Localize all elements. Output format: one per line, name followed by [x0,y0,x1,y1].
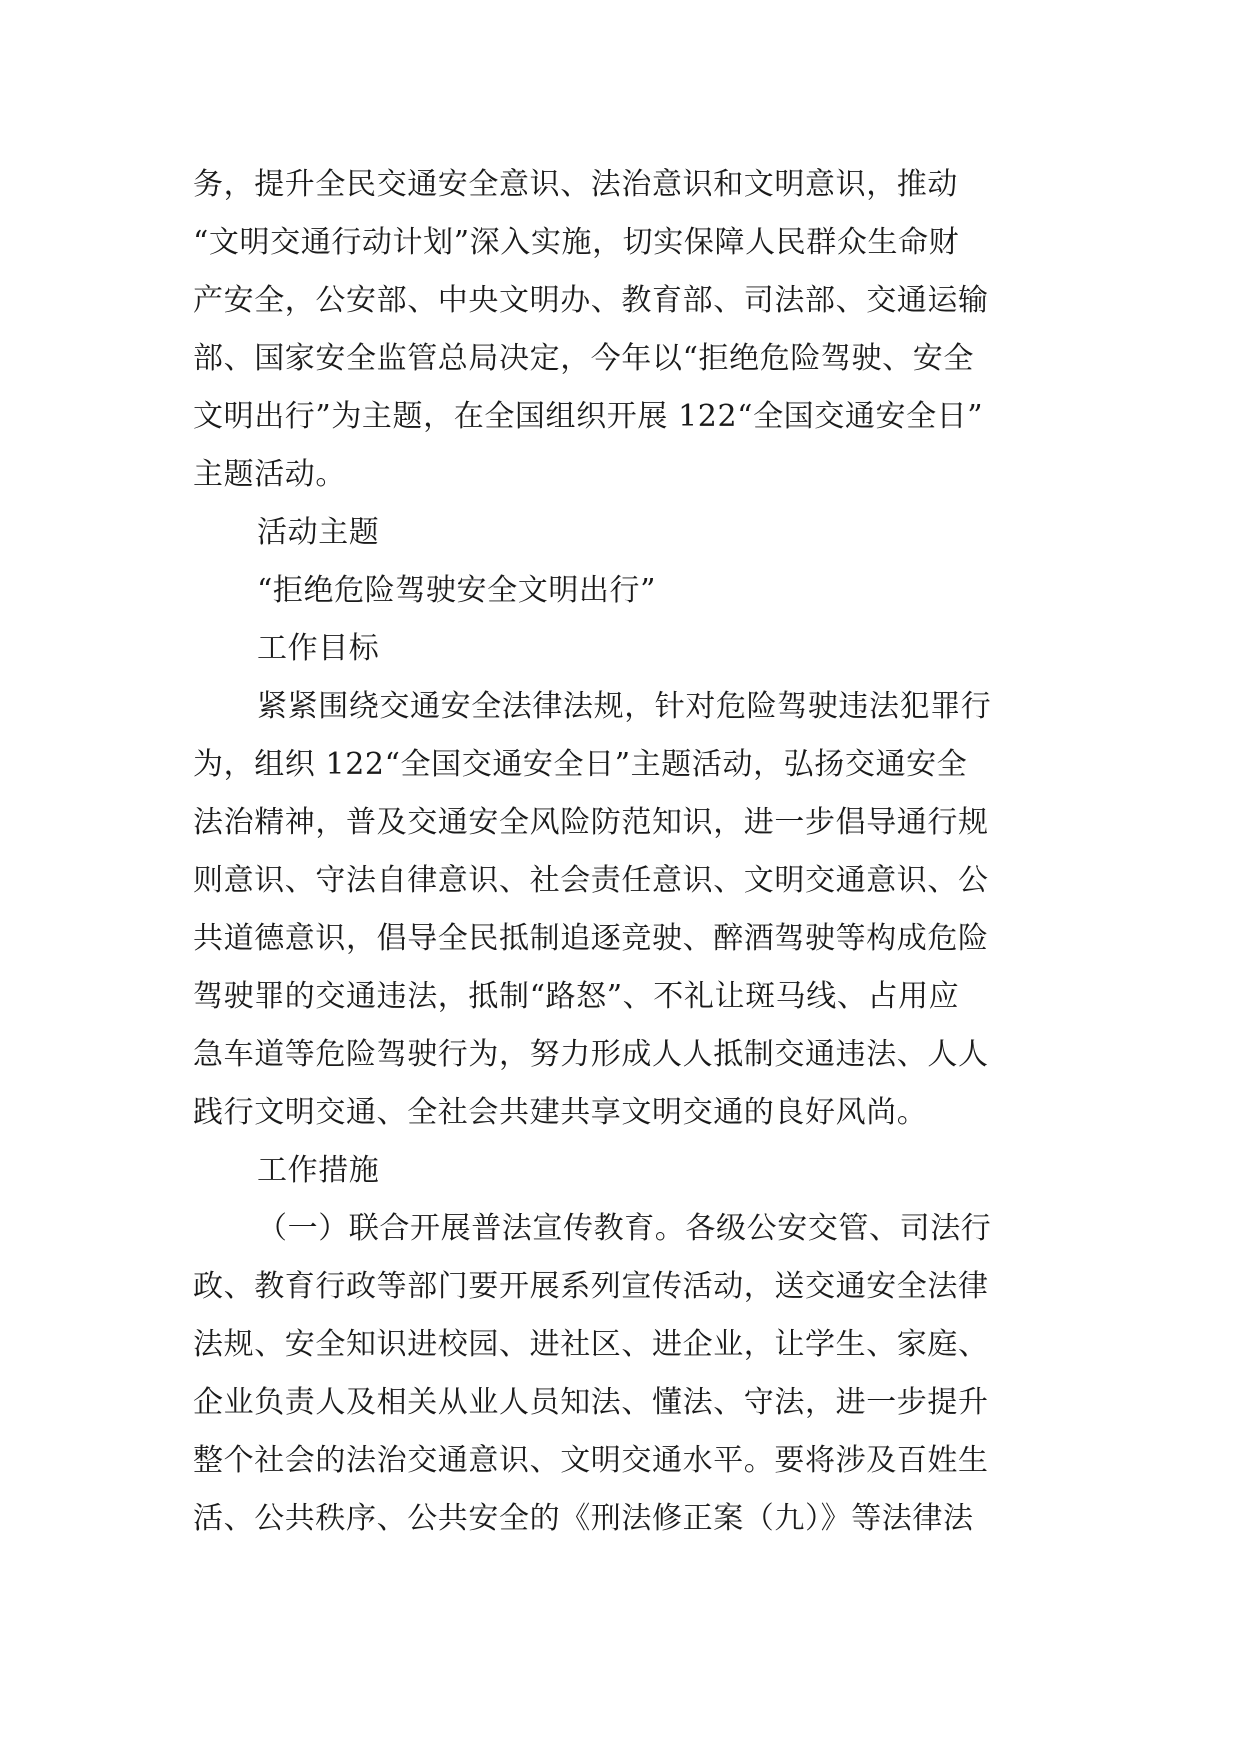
text-line: 企业负责人及相关从业人员知法、懂法、守法，进一步提升 [193,1385,989,1420]
text-line: “文明交通行动计划”深入实施，切实保障人民群众生命财 [193,225,960,260]
section-heading-work-goals [193,620,1053,678]
activity-theme-paragraph [193,562,1053,620]
text-line: 法治精神，普及交通安全风险防范知识，进一步倡导通行规 [193,805,989,840]
text-line: 驾驶罪的交通违法，抵制“路怒”、不礼让斑马线、占用应 [193,979,960,1014]
text-line: “拒绝危险驾驶安全文明出行” [257,573,657,608]
text-line: 法规、安全知识进校园、进社区、进企业，让学生、家庭、 [193,1327,989,1362]
text-line: 整个社会的法治交通意识、文明交通水平。要将涉及百姓生 [193,1443,989,1478]
text-line: 产安全，公安部、中央文明办、教育部、司法部、交通运输 [193,283,989,318]
text-line: 活、公共秩序、公共安全的《刑法修正案（九）》等法律法 [193,1501,974,1536]
text-line: 急车道等危险驾驶行为，努力形成人人抵制交通违法、人人 [193,1037,989,1072]
heading-text: 工作措施 [257,1153,380,1188]
text-line: 务，提升全民交通安全意识、法治意识和文明意识，推动 [193,167,958,202]
text-line: 则意识、守法自律意识、社会责任意识、文明交通意识、公 [193,863,989,898]
text-line: 部、国家安全监管总局决定，今年以“拒绝危险驾驶、安全 [193,341,974,376]
heading-text: 工作目标 [257,631,380,666]
text-line: 文明出行”为主题，在全国组织开展 122“全国交通安全日” [193,399,984,434]
intro-paragraph [193,156,1053,504]
work-measures-paragraph [193,1200,1053,1548]
work-goals-paragraph [193,678,1053,1142]
section-heading-activity-theme [193,504,1053,562]
document-body [193,156,1053,1548]
text-line: 共道德意识，倡导全民抵制追逐竞驶、醉酒驾驶等构成危险 [193,921,989,956]
text-line: 主题活动。 [193,457,346,492]
text-line: 为，组织 122“全国交通安全日”主题活动，弘扬交通安全 [193,747,968,782]
text-line: （一）联合开展普法宣传教育。各级公安交管、司法行 [257,1211,992,1246]
section-heading-work-measures [193,1142,1053,1200]
text-line: 紧紧围绕交通安全法律法规，针对危险驾驶违法犯罪行 [257,689,992,724]
heading-text: 活动主题 [257,515,380,550]
text-line: 践行文明交通、全社会共建共享文明交通的良好风尚。 [193,1095,928,1130]
text-line: 政、教育行政等部门要开展系列宣传活动，送交通安全法律 [193,1269,989,1304]
